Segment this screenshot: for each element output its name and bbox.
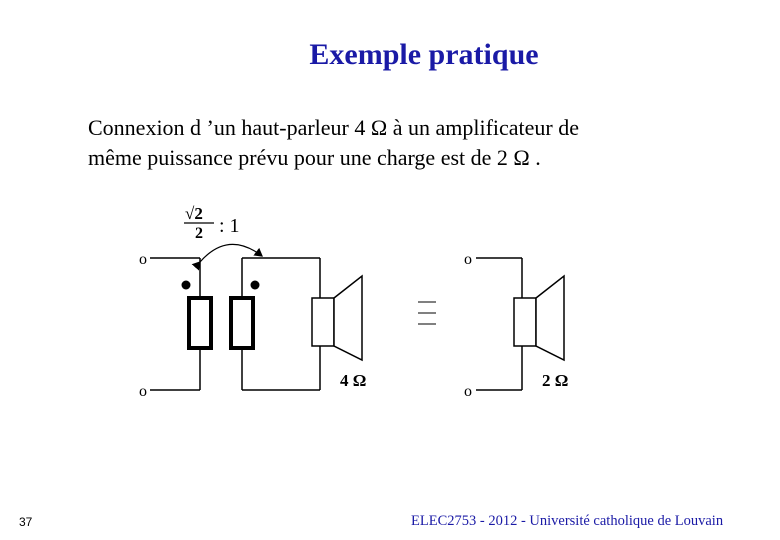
ratio-numerator: √2: [185, 204, 203, 223]
left-terminal-bottom: o: [139, 383, 147, 400]
secondary-polarity-dot: [251, 281, 260, 290]
load-2-ohm-label: 2 Ω: [542, 371, 569, 390]
equivalence-symbol: [418, 302, 436, 324]
primary-winding: [189, 298, 211, 348]
right-terminal-bottom: o: [464, 383, 472, 400]
body-line-1: Connexion d ’un haut-parleur 4 Ω à un amplificateur de: [88, 115, 580, 140]
turns-ratio-label: [184, 204, 240, 242]
page-number: 37: [19, 515, 33, 529]
left-terminal-top: o: [139, 251, 147, 268]
footer-text: ELEC2753 - 2012 - Université catholique de Louvain: [411, 513, 724, 529]
right-terminal-top: o: [464, 251, 472, 268]
ratio-suffix: : 1: [219, 215, 240, 237]
load-4-ohm-label: 4 Ω: [340, 371, 367, 390]
ratio-arrow: [200, 244, 262, 262]
body-line-2: même puissance prévu pour une charge est de 2 Ω .: [88, 145, 541, 170]
secondary-winding: [231, 298, 253, 348]
slide-title: Exemple pratique: [309, 38, 539, 71]
ratio-denominator: 2: [195, 225, 203, 242]
primary-polarity-dot: [182, 281, 191, 290]
